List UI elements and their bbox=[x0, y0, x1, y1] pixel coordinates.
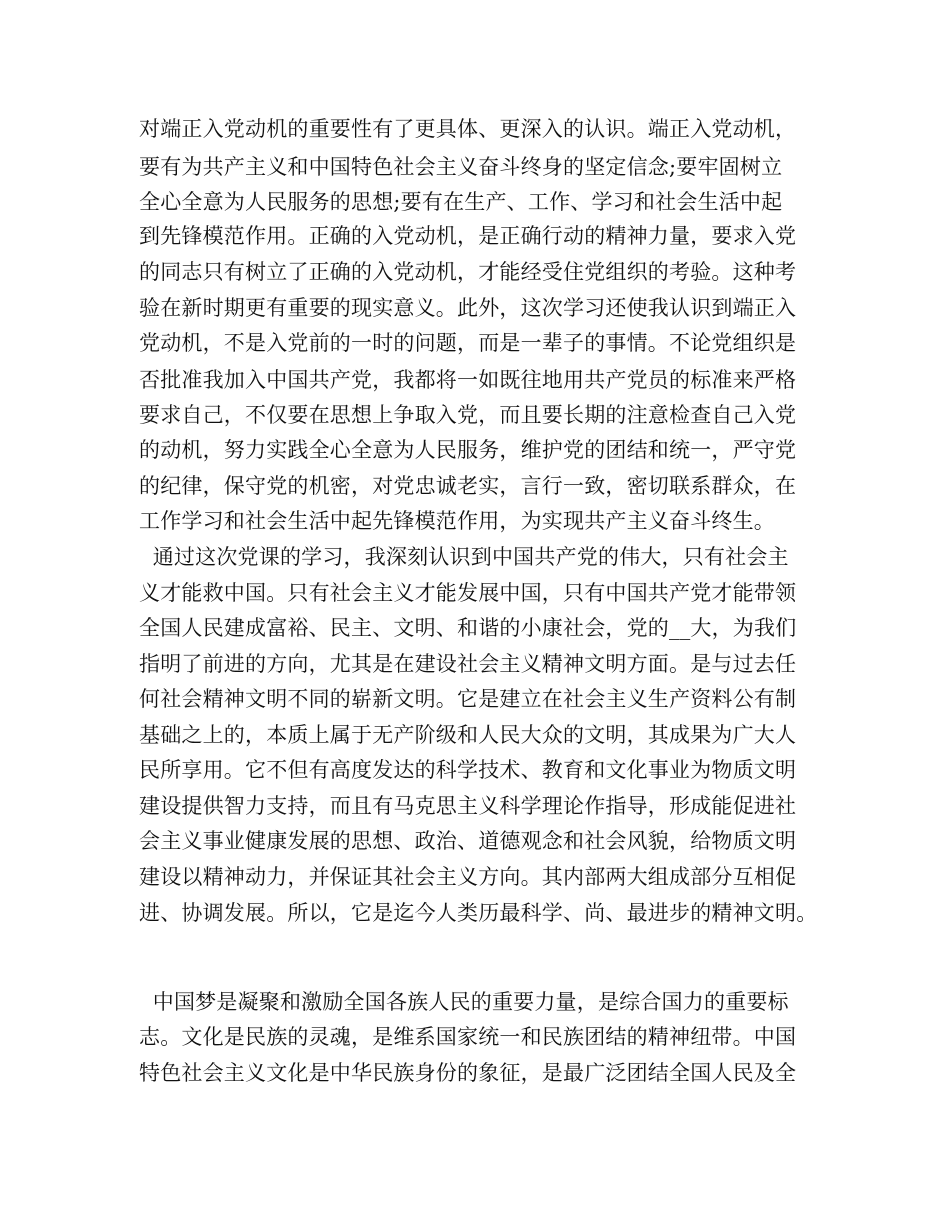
text-line: 要求自己，不仅要在思想上争取入党，而且要长期的注意检查自己入党 bbox=[139, 403, 797, 427]
text-line: 特色社会主义文化是中华民族身份的象征，是最广泛团结全国人民及全 bbox=[139, 1061, 797, 1085]
text-line: 党动机，不是入党前的一时的问题，而是一辈子的事情。不论党组织是 bbox=[139, 331, 797, 355]
text-line: 验在新时期更有重要的现实意义。此外，这次学习还使我认识到端正入 bbox=[139, 296, 797, 320]
text-line: 对端正入党动机的重要性有了更具体、更深入的认识。端正入党动机， bbox=[139, 117, 797, 141]
text-line: 的同志只有树立了正确的入党动机，才能经受住党组织的考验。这种考 bbox=[139, 260, 797, 284]
text-line: 建设以精神动力，并保证其社会主义方向。其内部两大组成部分互相促 bbox=[139, 865, 797, 889]
text-line: 通过这次党课的学习，我深刻认识到中国共产党的伟大，只有社会主 bbox=[139, 545, 789, 569]
text-line: 何社会精神文明不同的崭新文明。它是建立在社会主义生产资料公有制 bbox=[139, 687, 797, 711]
text-line: 基础之上的，本质上属于无产阶级和人民大众的文明，其成果为广大人 bbox=[139, 723, 797, 747]
text-line: 民所享用。它不但有高度发达的科学技术、教育和文化事业为物质文明 bbox=[139, 758, 797, 782]
text-line: 志。文化是民族的灵魂，是维系国家统一和民族团结的精神纽带。中国 bbox=[139, 1025, 797, 1049]
text-line: 的动机，努力实践全心全意为人民服务，维护党的团结和统一，严守党 bbox=[139, 438, 797, 462]
text-line: 会主义事业健康发展的思想、政治、道德观念和社会风貌，给物质文明 bbox=[139, 829, 797, 853]
text-line: 的纪律，保守党的机密，对党忠诚老实，言行一致，密切联系群众，在 bbox=[139, 474, 797, 498]
text-line: 到先锋模范作用。正确的入党动机，是正确行动的精神力量，要求入党 bbox=[139, 224, 797, 248]
text-line: 全心全意为人民服务的思想;要有在生产、工作、学习和社会生活中起 bbox=[139, 190, 783, 214]
text-line: 工作学习和社会生活中起先锋模范作用，为实现共产主义奋斗终生。 bbox=[139, 509, 775, 533]
text-line: 否批准我加入中国共产党，我都将一如既往地用共产党员的标准来严格 bbox=[139, 368, 797, 392]
text-line: 指明了前进的方向，尤其是在建设社会主义精神文明方面。是与过去任 bbox=[139, 652, 797, 676]
text-line: 进、协调发展。所以，它是迄今人类历最科学、尚、最进步的精神文明。 bbox=[139, 901, 818, 925]
text-line: 义才能救中国。只有社会主义才能发展中国，只有中国共产党才能带领 bbox=[139, 581, 797, 605]
text-line: 全国人民建成富裕、民主、文明、和谐的小康社会，党的__大，为我们 bbox=[139, 616, 797, 640]
text-line: 中国梦是凝聚和激励全国各族人民的重要力量，是综合国力的重要标 bbox=[139, 990, 789, 1014]
text-line: 要有为共产主义和中国特色社会主义奋斗终身的坚定信念;要牢固树立 bbox=[139, 155, 783, 179]
text-line: 建设提供智力支持，而且有马克思主义科学理论作指导，形成能促进社 bbox=[139, 794, 797, 818]
